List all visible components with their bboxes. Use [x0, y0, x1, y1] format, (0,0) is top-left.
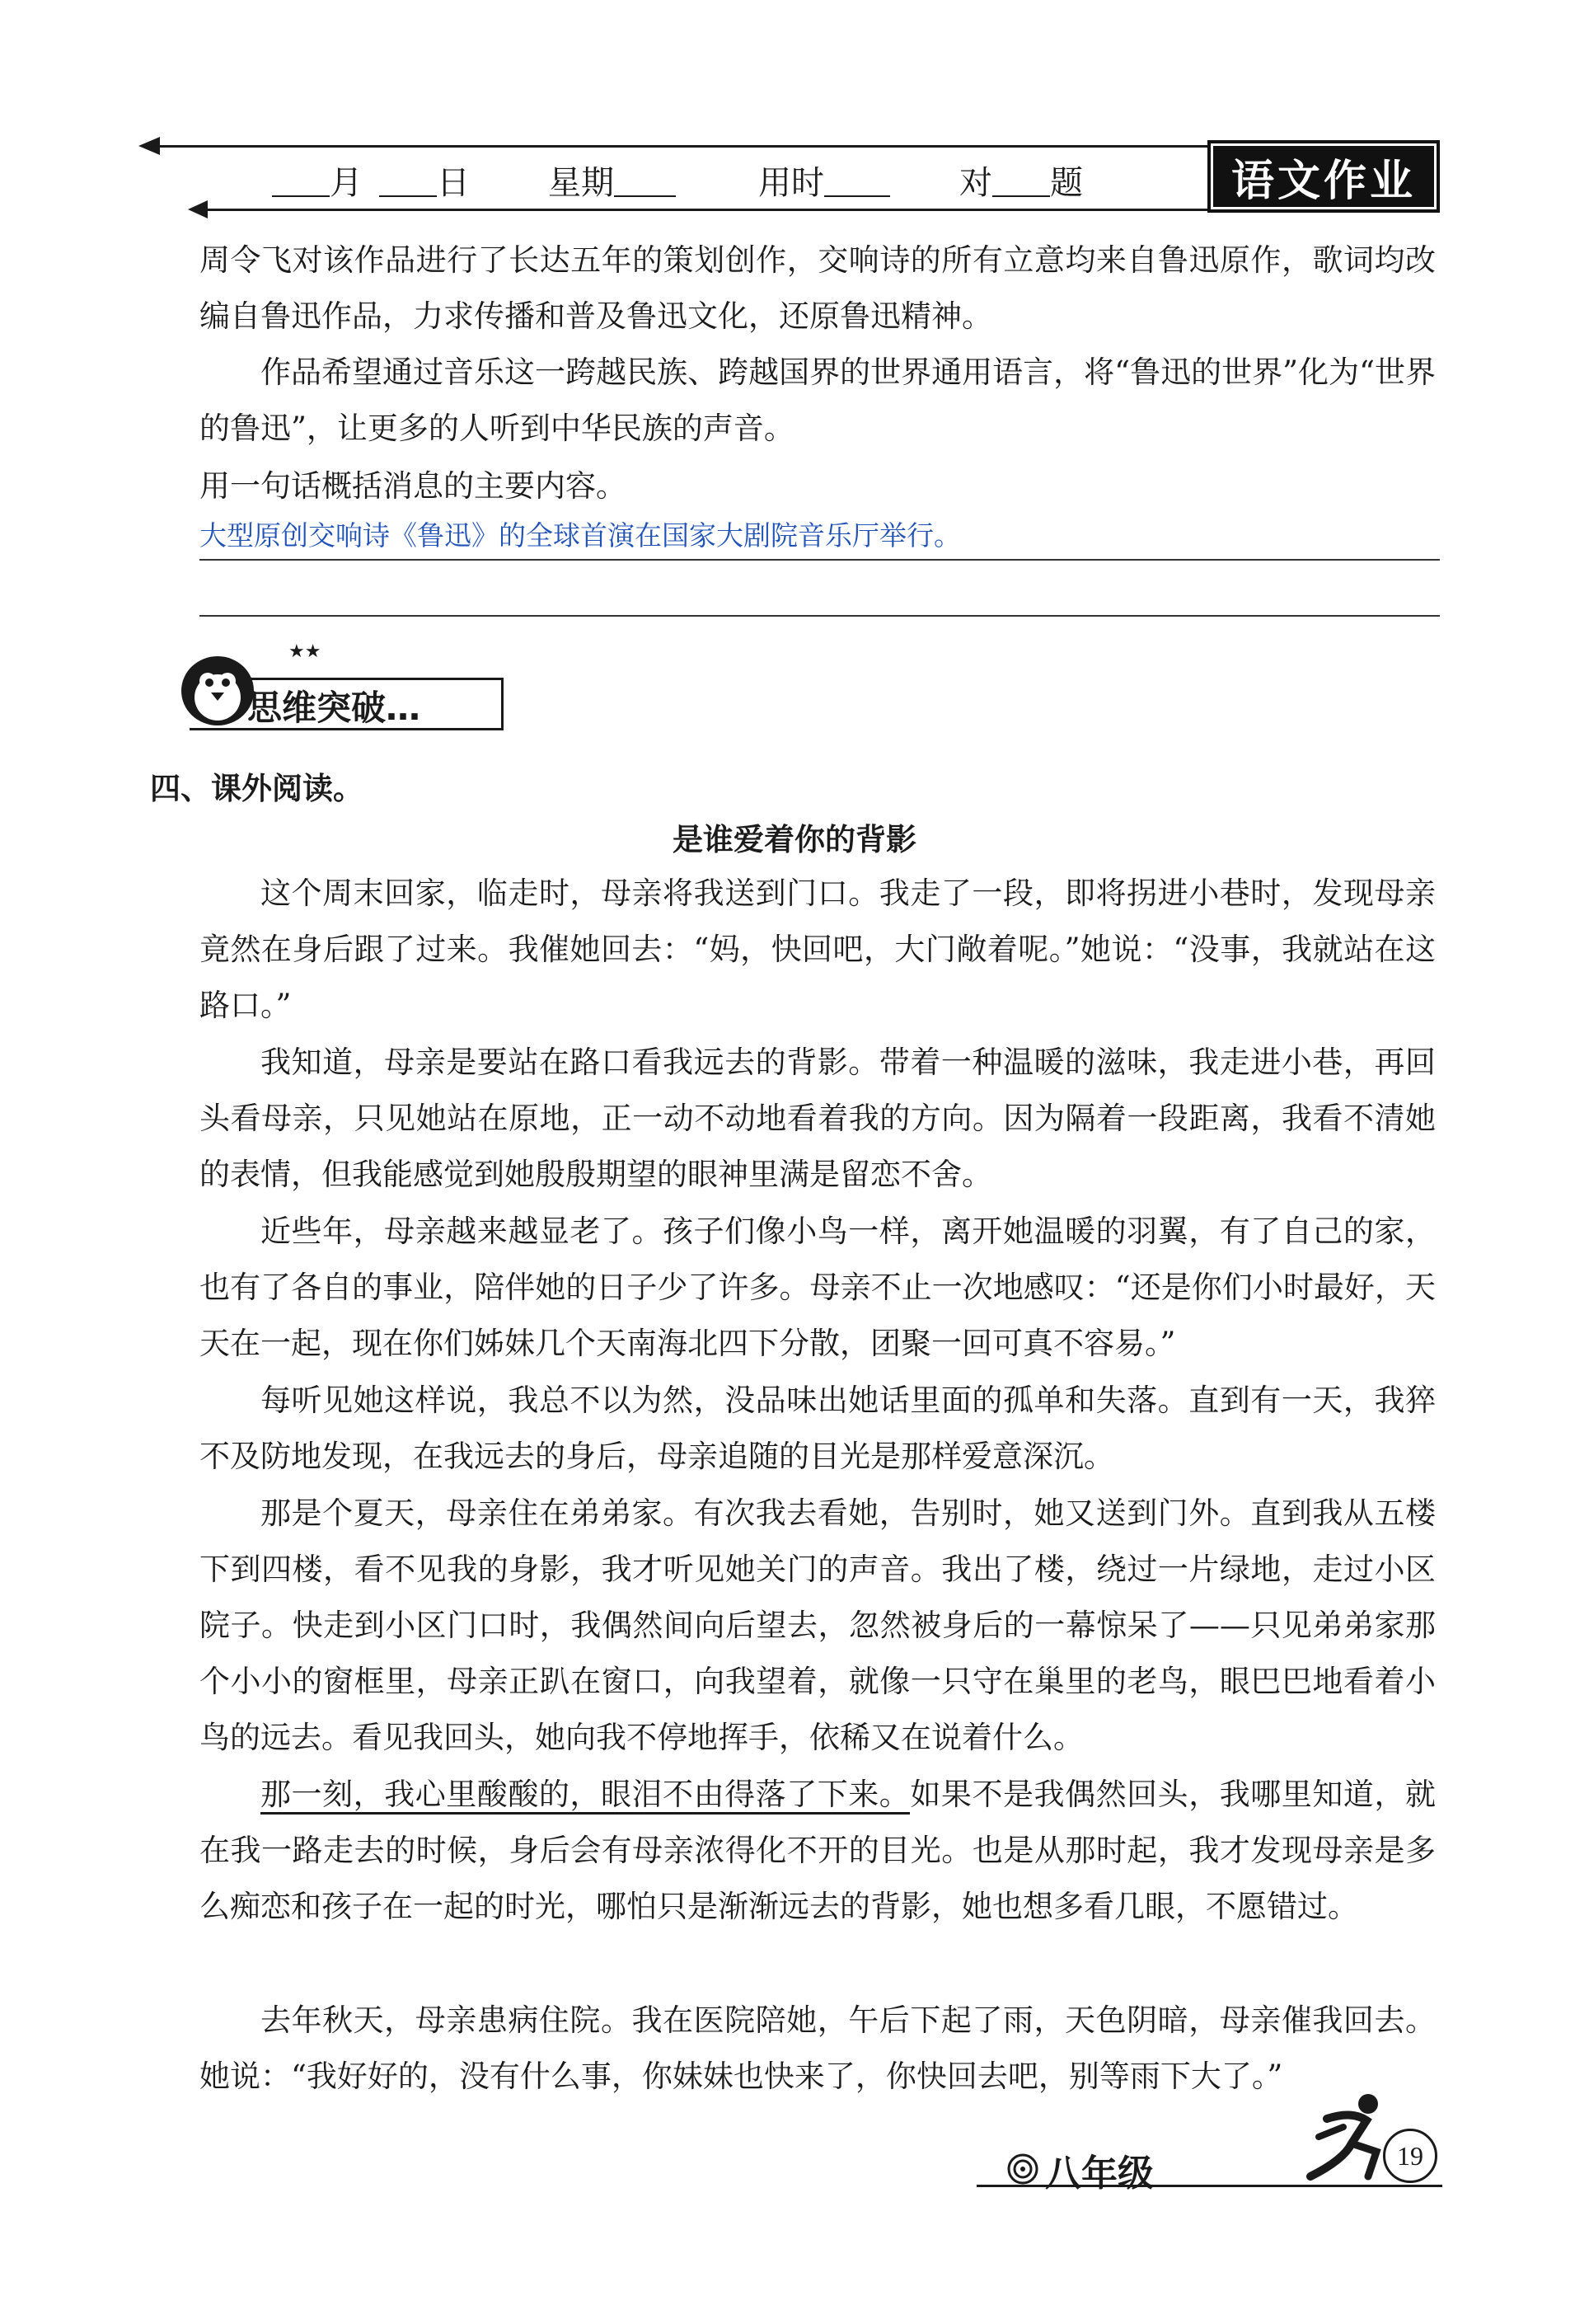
grade-label: 八年级 [1045, 2153, 1154, 2195]
score-field [959, 157, 1083, 204]
banner-title: 思维突破… [247, 688, 421, 728]
article-paragraph-6 [199, 1767, 1436, 1935]
article-paragraph-4: 每听见她这样说，我总不以为然，没品味出她话里面的孤单和失落。直到有一天，我猝不及防地发现，在我远去的身后，母亲追随的目光是那样爱意深沉。 [199, 1383, 1436, 1474]
continuation-paragraph-2: 作品希望通过音乐这一跨越民族、跨越国界的世界通用语言，将“鲁迅的世界”化为“世界的鲁迅”，让更多的人听到中华民族的声音。 [199, 354, 1436, 446]
weekday-label: 星期 [548, 164, 614, 202]
day-label: 日 [437, 164, 470, 202]
score-blank[interactable] [992, 166, 1050, 197]
underlined-sentence: 那一刻，我心里酸酸的，眼泪不由得落了下来。 [260, 1777, 910, 1815]
day-blank[interactable] [379, 166, 437, 197]
question-text: 用一句话概括消息的主要内容。 [199, 468, 626, 504]
header-top-rule [144, 145, 1207, 148]
runner-icon [1294, 2086, 1401, 2185]
header-bottom-rule [194, 209, 1207, 211]
time-field [758, 157, 890, 204]
header-bottom-arrow-icon [188, 200, 208, 218]
stars-icon: ★★ [288, 641, 321, 662]
article-title: 是谁爱着你的背影 [673, 822, 916, 857]
day-field [379, 157, 470, 204]
section-heading: 四、课外阅读。 [150, 771, 363, 806]
answer-text[interactable]: 大型原创交响诗《鲁迅》的全球首演在国家大剧院音乐厅举行。 [199, 520, 961, 551]
article-paragraph-2: 我知道，母亲是要站在路口看我远去的背影。带着一种温暖的滋味，我走进小巷，再回头看母亲，只见她站在原地，正一动不动地看着我的方向。因为隔着一段距离，我看不清她的表情，但我能感觉到她殷殷期望的眼神里满是留恋不舍。 [199, 1045, 1436, 1192]
correct-label: 对 [959, 164, 992, 202]
question-label: 题 [1050, 164, 1083, 202]
month-field [272, 157, 363, 204]
page-number: 19 [1383, 2129, 1437, 2183]
month-label: 月 [330, 164, 363, 202]
article-paragraph-5: 那是个夏天，母亲住在弟弟家。有次我去看她，告别时，她又送到门外。直到我从五楼下到四楼，看不见我的身影，我才听见她关门的声音。我出了楼，绕过一片绿地，走过小区院子。快走到小区门口时，我偶然间向后望去，忽然被身后的一幕惊呆了——只见弟弟家那个小小的窗框里，母亲正趴在窗口，向我望着，就像一只守在巢里的老鸟，眼巴巴地看着小鸟的远去。看见我回头，她向我不停地挥手，依稀又在说着什么。 [199, 1495, 1436, 1755]
answer-line-1 [199, 559, 1440, 561]
subject-badge: 语文作业 [1207, 140, 1440, 213]
time-label: 用时 [758, 164, 824, 202]
answer-line-2 [199, 615, 1440, 617]
swirl-icon [1005, 2152, 1040, 2186]
weekday-blank[interactable] [614, 166, 676, 197]
month-blank[interactable] [272, 166, 330, 197]
header-fields [272, 150, 1203, 208]
time-blank[interactable] [824, 166, 890, 197]
article-paragraph-1: 这个周末回家，临走时，母亲将我送到门口。我走了一段，即将拐进小巷时，发现母亲竟然在身后跟了过来。我催她回去：“妈，快回吧，大门敞着呢。”她说：“没事，我就站在这路口。” [199, 876, 1436, 1023]
article-paragraph-7: 去年秋天，母亲患病住院。我在医院陪她，午后下起了雨，天色阴暗，母亲催我回去。她说：“我好好的，没有什么事，你妹妹也快来了，你快回去吧，别等雨下大了。” [199, 2002, 1436, 2094]
header-arrow-icon [138, 137, 160, 155]
weekday-field [548, 157, 676, 204]
paragraph-6-rest: 如果不是我偶然回头，我哪里知道，就在我一路走去的时候，身后会有母亲浓得化不开的目光。也是从那时起，我才发现母亲是多么痴恋和孩子在一起的时光，哪怕只是渐渐远去的背影，她也想多看几眼，不愿错过。 [199, 1777, 1437, 1924]
continuation-paragraph-1: 周令飞对该作品进行了长达五年的策划创作，交响诗的所有立意均来自鲁迅原作，歌词均改编自鲁迅作品，力求传播和普及鲁迅文化，还原鲁迅精神。 [199, 242, 1436, 334]
article-paragraph-3: 近些年，母亲越来越显老了。孩子们像小鸟一样，离开她温暖的羽翼，有了自己的家，也有了各自的事业，陪伴她的日子少了许多。母亲不止一次地感叹：“还是你们小时最好，天天在一起，现在你们姊妹几个天南海北四下分散，团聚一回可真不容易。” [199, 1214, 1436, 1361]
